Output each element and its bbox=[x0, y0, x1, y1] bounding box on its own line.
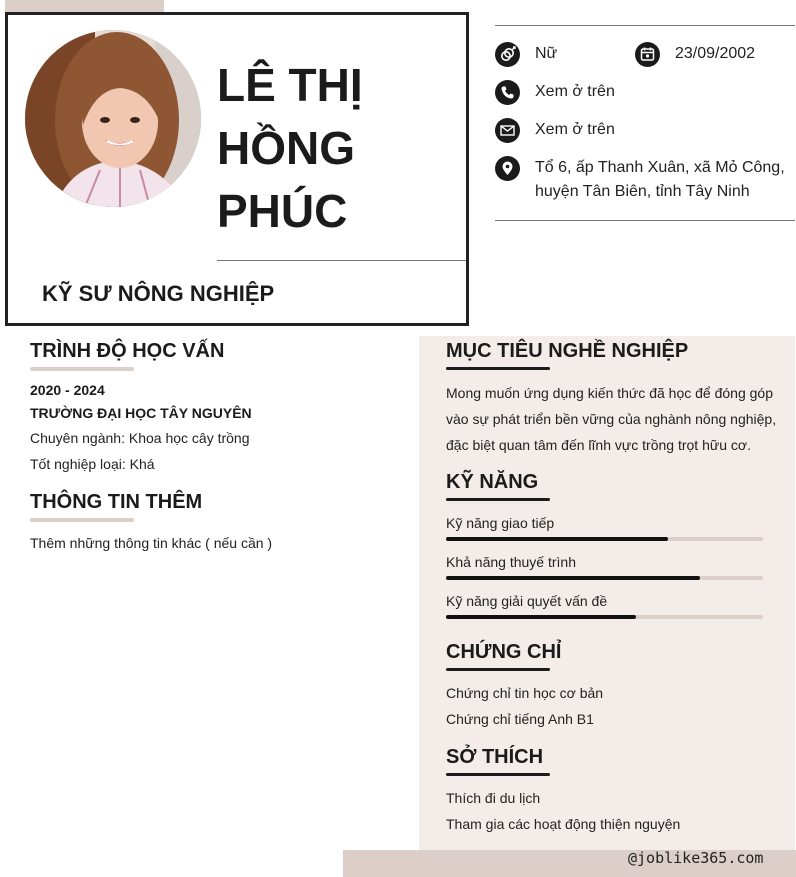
phone-icon bbox=[495, 80, 520, 105]
hobby-item: Thích đi du lịch bbox=[446, 790, 541, 806]
objective-title: MỤC TIÊU NGHỀ NGHIỆP bbox=[446, 340, 689, 362]
skill-bar-fill bbox=[446, 615, 636, 619]
skill-bar-fill bbox=[446, 537, 668, 541]
education-title: TRÌNH ĐỘ HỌC VẤN bbox=[30, 340, 225, 362]
phone-value: Xem ở trên bbox=[535, 83, 615, 100]
skill-label: Kỹ năng giải quyết vấn đề bbox=[446, 593, 608, 609]
name-line-2: HỒNG bbox=[217, 122, 355, 174]
education-major: Chuyên ngành: Khoa học cây trồng bbox=[30, 430, 250, 446]
certificate-item: Chứng chỉ tin học cơ bản bbox=[446, 685, 604, 701]
watermark-text: @joblike365.com bbox=[628, 849, 764, 867]
objective-line-2: vào sự phát triển bền vững của nghành nông nghiệp, bbox=[446, 411, 777, 427]
info-divider-top bbox=[495, 25, 795, 26]
profile-photo bbox=[25, 30, 201, 207]
calendar-icon bbox=[635, 42, 660, 67]
email-value: Xem ở trên bbox=[535, 121, 615, 138]
objective-line-1: Mong muốn ứng dụng kiến thức đã học để đóng góp bbox=[446, 385, 773, 401]
gender-icon bbox=[495, 42, 520, 67]
address-line-2: huyện Tân Biên, tỉnh Tây Ninh bbox=[535, 183, 750, 200]
birthdate-value: 23/09/2002 bbox=[675, 45, 756, 62]
name-line-1: LÊ THỊ bbox=[217, 59, 363, 111]
skill-bar-track bbox=[446, 576, 763, 580]
certificates-title: CHỨNG CHỈ bbox=[446, 641, 562, 663]
skill-bar-track bbox=[446, 537, 763, 541]
full-name bbox=[217, 54, 363, 243]
name-line-3: PHÚC bbox=[217, 185, 348, 237]
hobbies-underline bbox=[446, 773, 550, 776]
skills-title: KỸ NĂNG bbox=[446, 471, 539, 493]
name-divider bbox=[217, 260, 466, 261]
email-icon bbox=[495, 118, 520, 143]
objective-underline bbox=[446, 367, 550, 370]
certificates-underline bbox=[446, 668, 550, 671]
skill-label: Khả năng thuyế trình bbox=[446, 554, 576, 570]
education-school: TRƯỜNG ĐẠI HỌC TÂY NGUYÊN bbox=[30, 405, 252, 421]
education-years: 2020 - 2024 bbox=[30, 382, 105, 398]
certificate-item: Chứng chỉ tiếng Anh B1 bbox=[446, 711, 594, 727]
address-line-1: Tổ 6, ấp Thanh Xuân, xã Mỏ Công, bbox=[535, 159, 785, 176]
education-underline bbox=[30, 367, 134, 371]
objective-line-3: đặc biệt quan tâm đến lĩnh vực trồng trọt hữu cơ. bbox=[446, 437, 751, 453]
extra-info-text: Thêm những thông tin khác ( nếu cần ) bbox=[30, 535, 273, 551]
gender-value: Nữ bbox=[535, 45, 558, 62]
info-divider-bottom bbox=[495, 220, 795, 221]
hobby-item: Tham gia các hoạt động thiện nguyện bbox=[446, 816, 681, 832]
extra-info-title: THÔNG TIN THÊM bbox=[30, 491, 203, 513]
hobbies-title: SỞ THÍCH bbox=[446, 746, 544, 768]
extra-info-underline bbox=[30, 518, 134, 522]
job-title: KỸ SƯ NÔNG NGHIỆP bbox=[42, 281, 275, 306]
objective-text bbox=[446, 380, 786, 458]
skill-bar-fill bbox=[446, 576, 700, 580]
skills-underline bbox=[446, 498, 550, 501]
education-grade: Tốt nghiệp loại: Khá bbox=[30, 456, 155, 472]
skill-bar-track bbox=[446, 615, 763, 619]
location-icon bbox=[495, 156, 520, 181]
skill-label: Kỹ năng giao tiếp bbox=[446, 515, 555, 531]
